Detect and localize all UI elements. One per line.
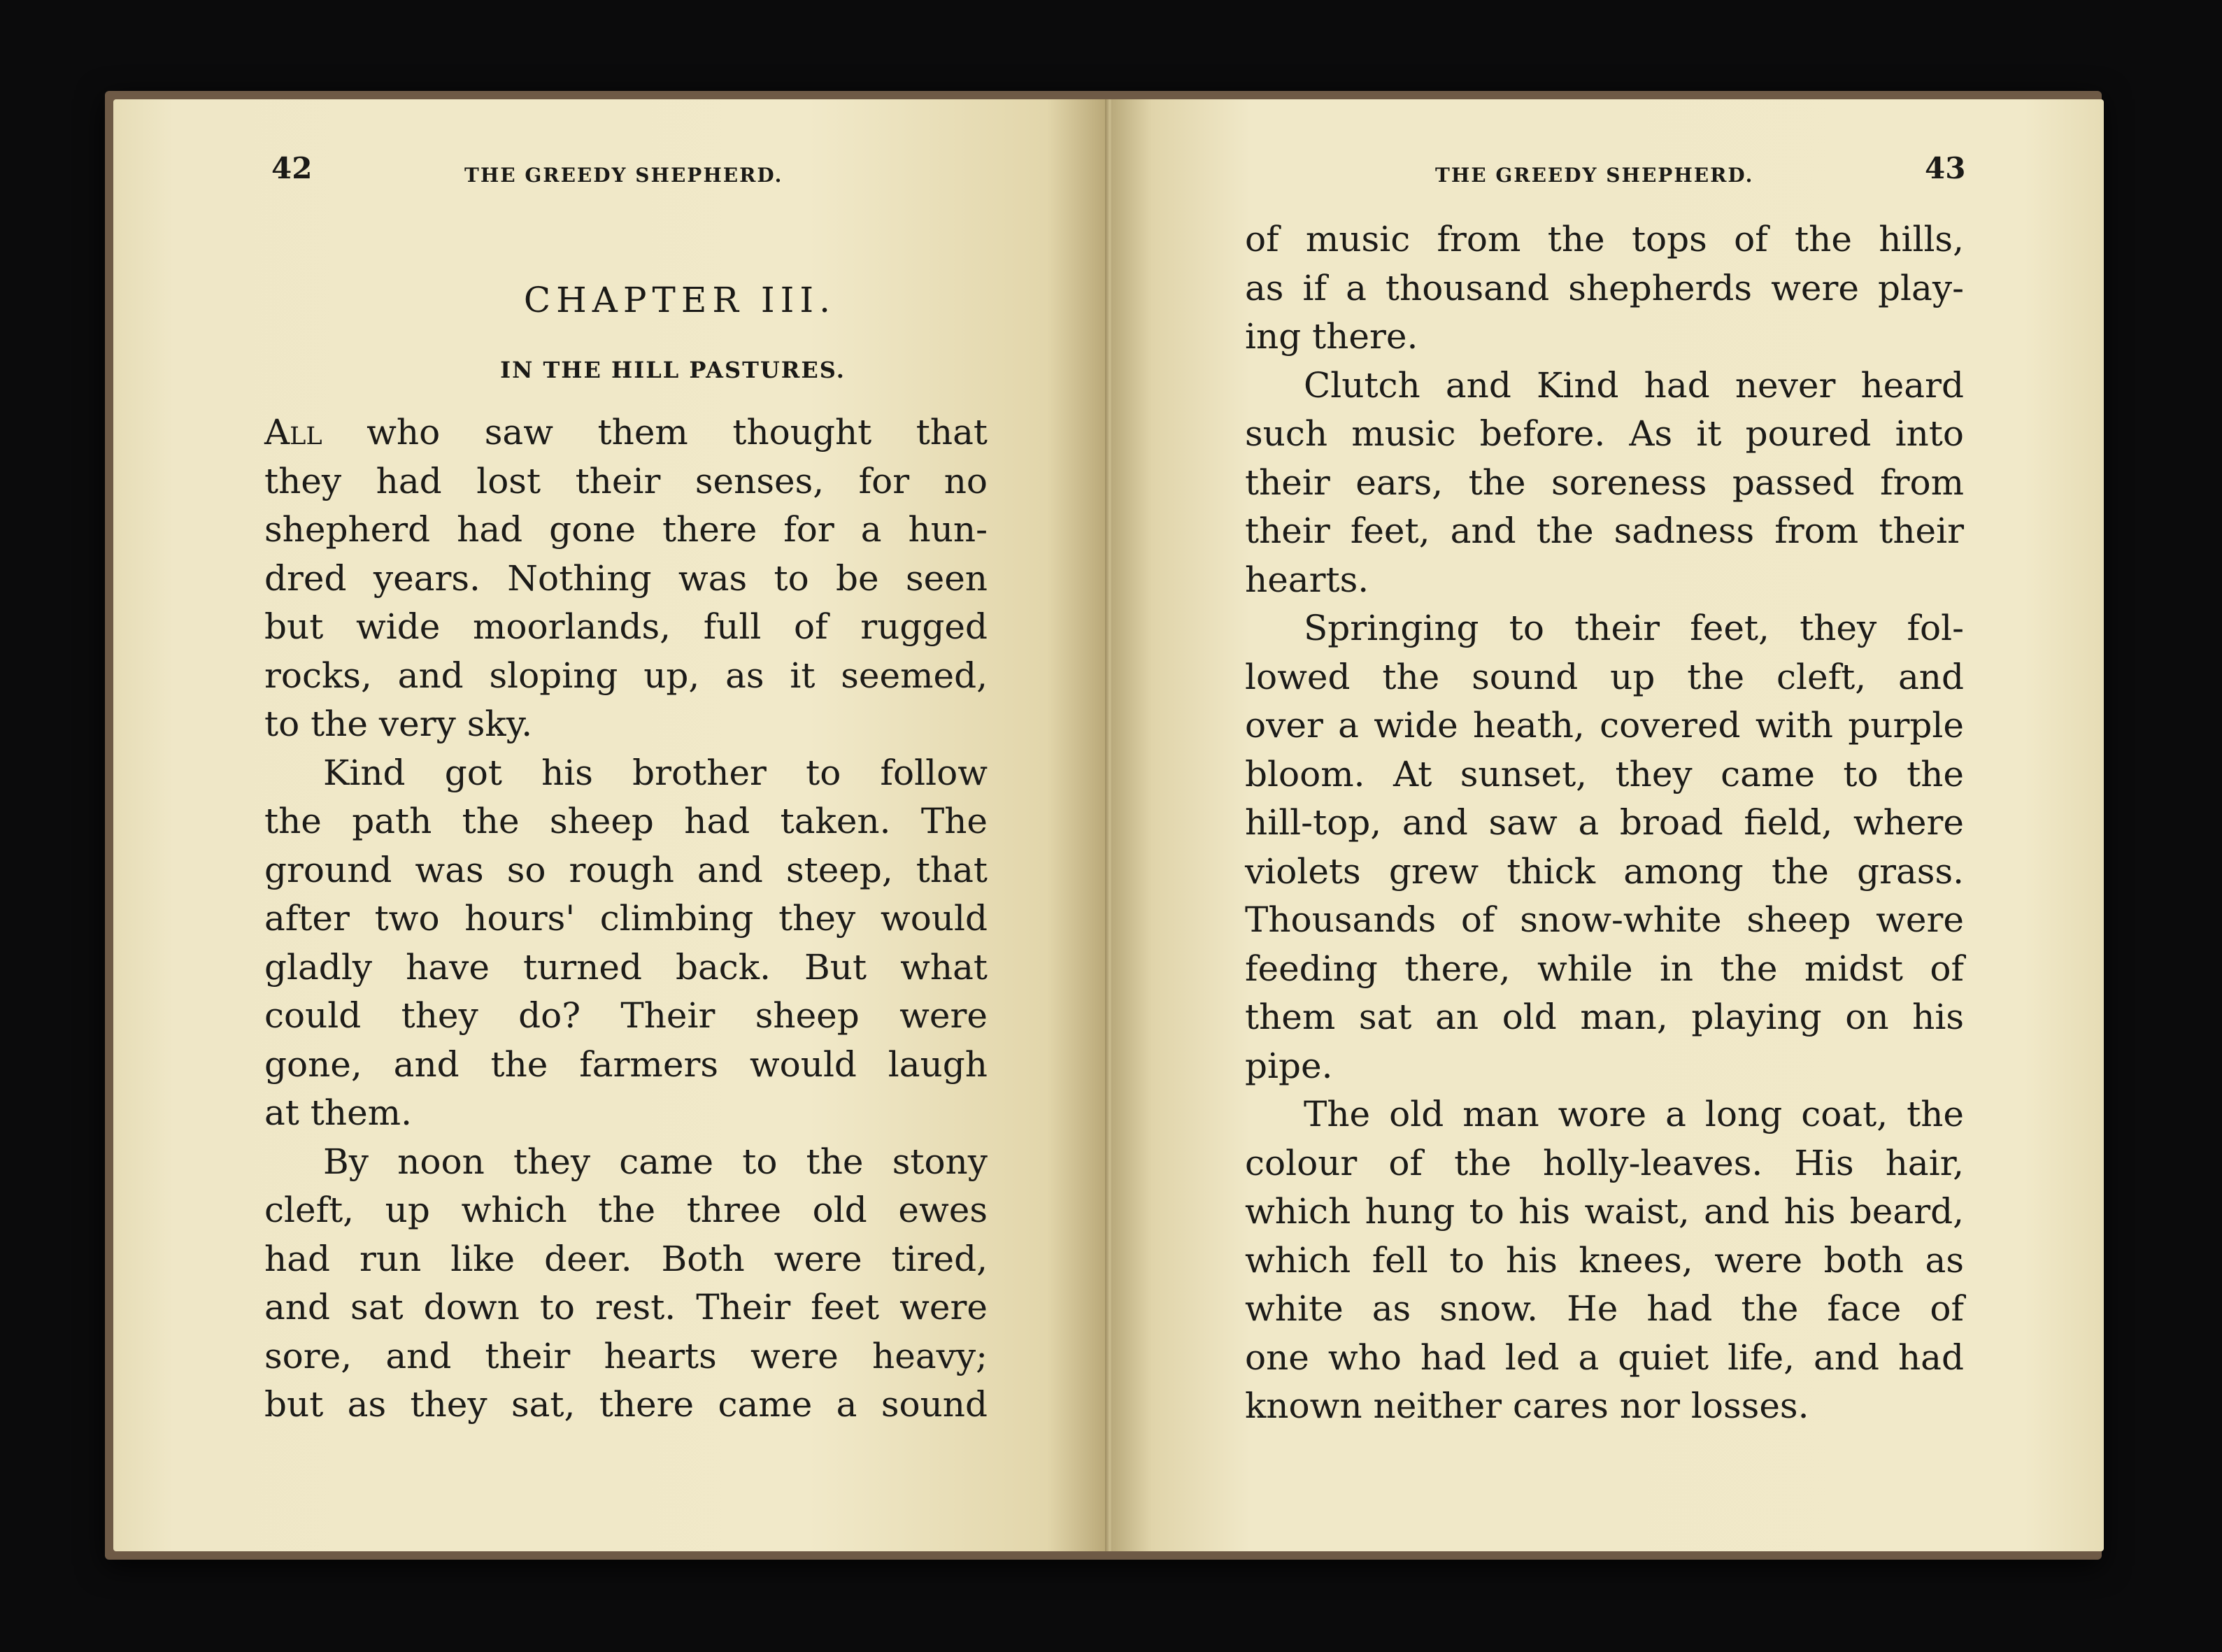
text-line: hearts. xyxy=(1245,559,1369,600)
text-line: By noon they came to the stony xyxy=(323,1141,988,1182)
text-line: to the very sky. xyxy=(264,704,533,744)
text-line: Clutch and Kind had never heard xyxy=(1304,364,1964,406)
text-line: which fell to his knees, were both as xyxy=(1245,1239,1964,1281)
text-line: the path the sheep had taken. The xyxy=(264,801,988,841)
text-line: Thousands of snow-white sheep were xyxy=(1245,899,1964,940)
right-running-head: THE GREEDY SHEPHERD. xyxy=(1435,164,1754,187)
text-line: bloom. At sunset, they came to the xyxy=(1245,753,1964,795)
text-line: Springing to their feet, they fol- xyxy=(1304,608,1964,648)
text-line: violets grew thick among the grass. xyxy=(1245,850,1964,892)
text-line: after two hours' climbing they would xyxy=(264,898,988,939)
text-line: one who had led a quiet life, and had xyxy=(1245,1337,1964,1378)
text-line: feeding there, while in the midst of xyxy=(1245,948,1964,989)
text-line: their ears, the soreness passed from xyxy=(1245,462,1964,503)
text-line: they had lost their senses, for no xyxy=(264,460,988,501)
text-line: which hung to his waist, and his beard, xyxy=(1245,1191,1964,1232)
text-line: but wide moorlands, full of rugged xyxy=(264,606,988,647)
text-line: them sat an old man, playing on his xyxy=(1245,997,1964,1037)
text-line: ing there. xyxy=(1245,316,1418,357)
text-line: of music from the tops of the hills, xyxy=(1245,219,1964,259)
text-line: The old man wore a long coat, the xyxy=(1304,1094,1964,1134)
text-line: colour of the holly-leaves. His hair, xyxy=(1245,1142,1964,1183)
text-line: ground was so rough and steep, that xyxy=(264,849,988,890)
text-line: could they do? Their sheep were xyxy=(264,995,988,1036)
left-page-body xyxy=(264,408,988,1430)
text-line: lowed the sound up the cleft, and xyxy=(1245,656,1964,697)
text-line: over a wide heath, covered with purple xyxy=(1245,705,1964,746)
text-line: pipe. xyxy=(1245,1045,1333,1086)
text-line: rocks, and sloping up, as it seemed, xyxy=(264,655,988,696)
text-line: shepherd had gone there for a hun- xyxy=(264,509,988,550)
text-line: at them. xyxy=(264,1092,412,1133)
text-line: hill-top, and saw a broad field, where xyxy=(1245,802,1964,843)
text-line: such music before. As it poured into xyxy=(1245,413,1964,454)
right-page-number: 43 xyxy=(1925,151,1966,185)
text-line: had run like deer. Both were tired, xyxy=(264,1238,988,1279)
text-line: their feet, and the sadness from their xyxy=(1245,511,1964,551)
text-line: but as they sat, there came a sound xyxy=(264,1384,988,1425)
opening-word: All xyxy=(264,412,322,453)
text-line: dred years. Nothing was to be seen xyxy=(264,557,988,599)
left-running-head: THE GREEDY SHEPHERD. xyxy=(464,164,783,187)
text-line: sore, and their hearts were heavy; xyxy=(264,1335,988,1376)
right-page-body xyxy=(1245,215,1964,1431)
text-line: gone, and the farmers would laugh xyxy=(264,1044,988,1085)
text-line: as if a thousand shepherds were play- xyxy=(1245,267,1964,308)
text-line: gladly have turned back. But what xyxy=(264,946,988,988)
chapter-title: CHAPTER III. xyxy=(523,280,836,320)
text-line: All who saw them thought that xyxy=(264,412,988,453)
left-page-number: 42 xyxy=(271,151,313,185)
text-line: cleft, up which the three old ewes xyxy=(264,1190,988,1230)
left-page xyxy=(113,99,1106,1551)
text-line: Kind got his brother to follow xyxy=(323,752,988,793)
text-line: white as snow. He had the face of xyxy=(1245,1288,1964,1329)
text-line: and sat down to rest. Their feet were xyxy=(264,1287,988,1327)
text-line: known neither cares nor losses. xyxy=(1245,1386,1809,1426)
right-page xyxy=(1112,99,2104,1551)
chapter-subtitle: IN THE HILL PASTURES. xyxy=(500,357,846,383)
